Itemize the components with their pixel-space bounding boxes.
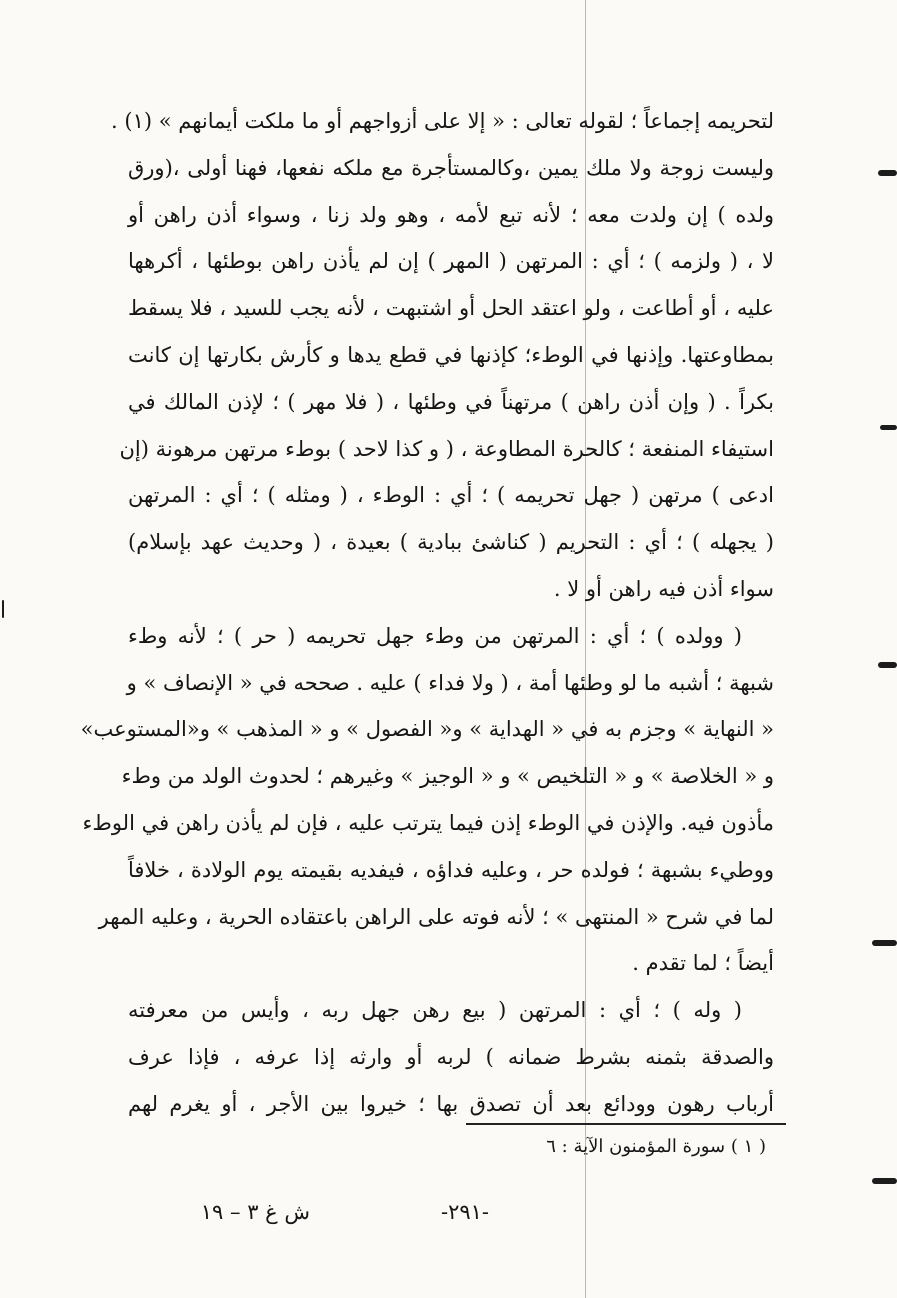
text-line: عليه ، أو أطاعت ، ولو اعتقد الحل أو اشتبهت ، لأنه يجب للسيد ، فلا يسقط xyxy=(128,296,774,321)
text-line: ادعى ) مرتهن ( جهل تحريمه ) ؛ أي : الوطء ، ( ومثله ) ؛ أي : المرتهن xyxy=(128,483,774,508)
text-line: ( وولده ) ؛ أي : المرتهن من وطء جهل تحريمه ( حر ) ؛ لأنه وطء xyxy=(128,623,742,648)
margin-mark xyxy=(878,170,897,176)
body-text xyxy=(80,98,774,1128)
text-line: شبهة ؛ أشبه ما لو وطئها أمة ، ( ولا فداء ) عليه . صححه في « الإنصاف » و xyxy=(126,670,774,695)
margin-mark xyxy=(880,425,897,430)
text-line: استيفاء المنفعة ؛ كالحرة المطاوعة ، ( و كذا لاحد ) بوطء مرتهن مرهونة (إن xyxy=(119,436,774,461)
text-line: ( يجهله ) ؛ أي : التحريم ( كناشئ ببادية ) بعيدة ، ( وحديث عهد بإسلام) xyxy=(128,530,774,555)
text-line: لما في شرح « المنتهى » ؛ لأنه فوته على الراهن باعتقاده الحرية ، وعليه المهر xyxy=(98,904,774,929)
text-line: و « الخلاصة » و « التلخيص » و « الوجيز » وغيرهم ؛ لحدوث الولد من وطء xyxy=(121,764,774,789)
text-line: بمطاوعتها. وإذنها في الوطء؛ كإذنها في قطع يدها و كأرش بكارتها إن كانت xyxy=(128,342,774,367)
text-line: سواء أذن فيه راهن أو لا . xyxy=(553,576,774,601)
margin-mark xyxy=(872,1178,897,1184)
text-line: لتحريمه إجماعاً ؛ لقوله تعالى : « إلا على أزواجهم أو ما ملكت أيمانهم » (١) . xyxy=(111,109,774,133)
margin-mark xyxy=(878,662,897,668)
text-line: وليست زوجة ولا ملك يمين ،وكالمستأجرة مع ملكه نفعها، فهنا أولى ،(ورق xyxy=(128,155,774,180)
text-line: لا ، ( ولزمه ) ؛ أي : المرتهن ( المهر ) إن لم يأذن راهن بوطئها ، أكرهها xyxy=(128,249,774,274)
text-line: مأذون فيه. والإذن في الوطء إذن فيما يترتب عليه ، فإن لم يأذن راهن في الوطء xyxy=(82,810,774,835)
page-number: -٢٩١- xyxy=(440,1200,490,1224)
text-line: ولده ) إن ولدت معه ؛ لأنه تبع لأمه ، وهو ولد زنا ، وسواء أذن راهن أو xyxy=(128,202,774,227)
text-line: ( وله ) ؛ أي : المرتهن ( بيع رهن جهل ربه ، وأيس من معرفته xyxy=(128,998,742,1023)
signature-mark: ش غ ٣ – ١٩ xyxy=(200,1200,310,1224)
text-line: أرباب رهون وودائع بعد أن تصدق بها ؛ خيروا بين الأجر ، أو يغرم لهم xyxy=(128,1091,774,1116)
footnote: ( ١ ) سورة المؤمنون الآية : ٦ xyxy=(546,1136,766,1157)
text-line: بكراً . ( وإن أذن راهن ) مرتهناً في وطئها ، ( فلا مهر ) ؛ لإذن المالك في xyxy=(128,389,774,414)
footnote-separator xyxy=(466,1123,786,1125)
margin-mark xyxy=(2,600,4,618)
text-line: ووطيء بشبهة ؛ فولده حر ، وعليه فداؤه ، فيفديه بقيمته يوم الولادة ، خلافاً xyxy=(128,857,774,882)
margin-mark xyxy=(872,940,897,946)
text-line: والصدقة بثمنه بشرط ضمانه ) لربه أو وارثه إذا عرفه ، فإذا عرف xyxy=(128,1044,774,1069)
text-line: أيضاً ؛ لما تقدم . xyxy=(632,951,774,976)
text-line: « النهاية » وجزم به في « الهداية » و« الفصول » و « المذهب » و«المستوعب» xyxy=(80,717,774,742)
